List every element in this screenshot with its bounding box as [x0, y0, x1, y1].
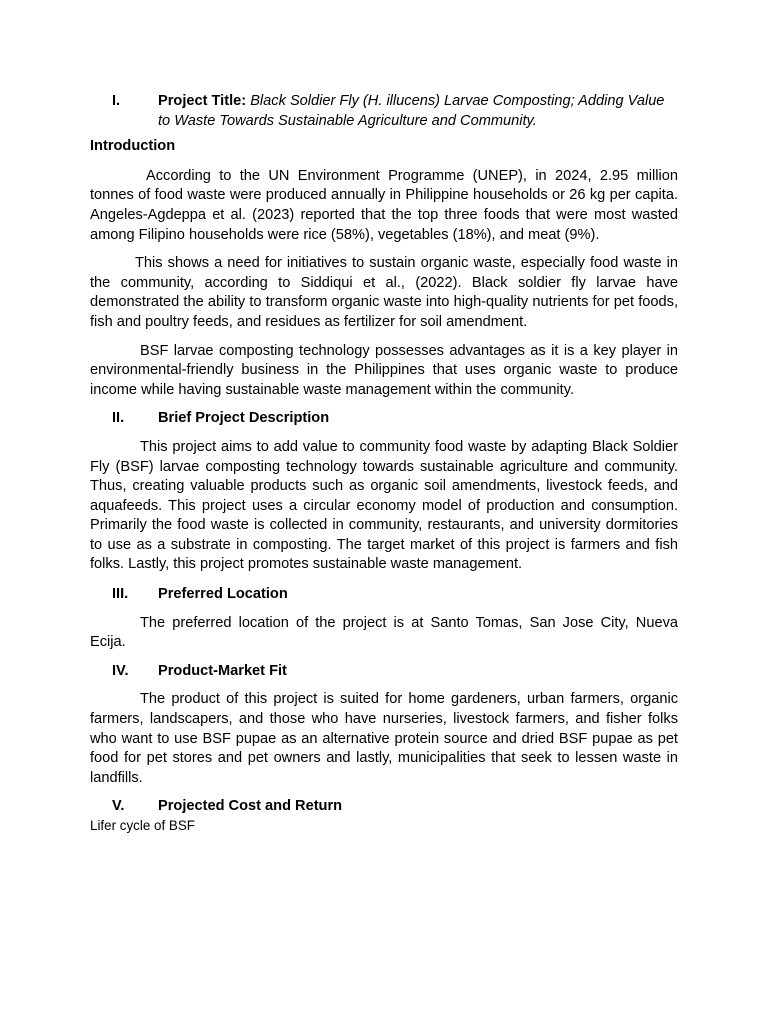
project-title-label: Project Title:: [158, 93, 247, 109]
section-1-heading: [90, 92, 678, 131]
section-3-heading: [90, 585, 678, 605]
section-5-heading: [90, 797, 678, 817]
section-3-paragraph: The preferred location of the project is at Santo Tomas, San Jose City, Nueva Ecija.: [90, 614, 678, 651]
section-5-number: V.: [112, 798, 125, 815]
section-2-paragraph: This project aims to add value to community food waste by adapting Black Soldier Fly (BSF) larvae composting technology towards sustainable agriculture and community. Thus, creating valuable products such as organic soil amendments, livestock feeds, and aquafeeds. This project uses a circular economy model of production and consumption. Primarily the food waste is collected in community, restaurants, and university dormitories to use as a substrate in composting. The target market of this project is farmers and fish folks. Lastly, this project promotes sustainable waste management.: [90, 438, 678, 573]
introduction-heading: Introduction: [90, 138, 176, 155]
section-4-paragraph: The product of this project is suited for home gardeners, urban farmers, organic farmers, landscapers, and those who have nurseries, livestock farmers, and fisher folks who want to use BSF pupae as an alternative protein source and dried BSF pupae as pet food for pet stores and pet owners and lastly, municipalities that seek to lessen waste in landfills.: [90, 691, 678, 786]
section-1-number: I.: [112, 93, 121, 109]
section-4-heading: [90, 662, 678, 682]
section-3-number: III.: [112, 586, 129, 603]
section-4-number: IV.: [112, 662, 129, 679]
section-2-heading: [90, 409, 678, 429]
introduction-paragraph-1: According to the UN Environment Programme (UNEP), in 2024, 2.95 million tonnes of food waste were produced annually in Philippine households or 26 kg per capita. Angeles-Agdeppa et al. (2023) reported that the top three foods that were most wasted among Filipino households were rice (58%), vegetables (18%), and meat (9%).: [90, 167, 678, 243]
project-title-text: Black Soldier Fly (H. illucens) Larvae Composting; Adding Value to Waste Towards Sustainable Agriculture and Community.: [158, 93, 665, 129]
section-2-number: II.: [112, 410, 125, 427]
introduction-paragraph-2: This shows a need for initiatives to sustain organic waste, especially food waste in the community, according to Siddiqui et al., (2022). Black soldier fly larvae have demonstrated the ability to transform organic waste into high-quality nutrients for pet foods, fish and poultry feeds, and residues as fertilizer for soil amendment.: [90, 255, 678, 330]
section-2-title: Brief Project Description: [158, 410, 330, 427]
introduction-paragraph-3: BSF larvae composting technology possesses advantages as it is a key player in environmental-friendly business in the Philippines that uses organic waste to produce income while having sustainable waste management within the community.: [90, 342, 678, 398]
life-cycle-caption: Lifer cycle of BSF: [90, 818, 195, 833]
section-4-title: Product-Market Fit: [158, 662, 287, 679]
section-3-title: Preferred Location: [158, 586, 288, 603]
project-title: [158, 92, 678, 131]
section-5-title: Projected Cost and Return: [158, 798, 343, 815]
